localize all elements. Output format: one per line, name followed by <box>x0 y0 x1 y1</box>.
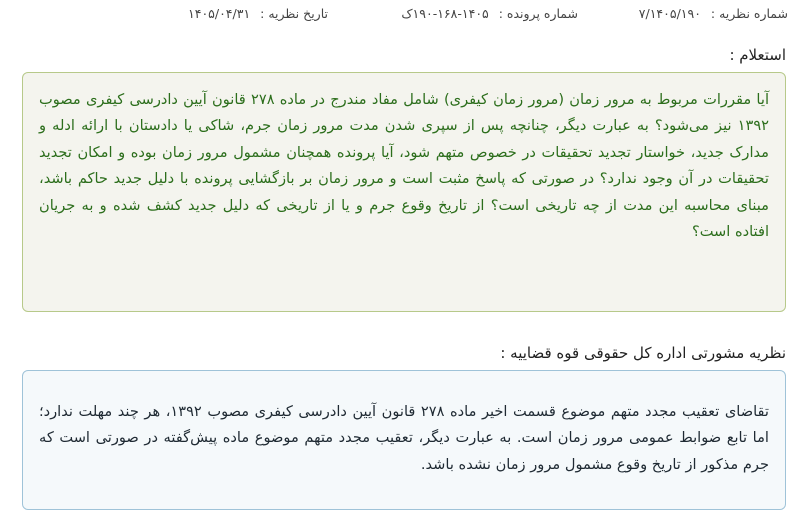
opinion-date-label: تاریخ نظریه : <box>260 6 328 21</box>
document-header <box>0 6 800 26</box>
inquiry-heading: استعلام : <box>729 46 786 64</box>
case-number <box>401 6 578 21</box>
opinion-number-label: شماره نظریه : <box>710 6 788 21</box>
opinion-box <box>22 370 786 510</box>
opinion-heading: نظریه مشورتی اداره کل حقوقی قوه قضاییه : <box>500 344 786 362</box>
inquiry-box <box>22 72 786 312</box>
case-number-label: شماره پرونده : <box>498 6 578 21</box>
opinion-text: تقاضای تعقیب مجدد متهم موضوع قسمت اخیر ماده ۲۷۸ قانون آیین دادرسی کیفری مصوب ۱۳۹۲، هر چند مهلت ندارد؛ اما تابع ضوابط عمومی مرور زمان است. به عبارت دیگر، تعقیب مجدد متهم موضوع ماده پیش‌گفته در صورتی است که جرم مذکور از تاریخ وقوع مشمول مرور زمان نشده باشد. <box>39 403 769 473</box>
opinion-date <box>188 6 328 21</box>
opinion-number <box>639 6 788 21</box>
case-number-value: ۱۴۰۵-۱۶۸-۱۹۰ک <box>401 6 489 21</box>
inquiry-text: آیا مقررات مربوط به مرور زمان (مرور زمان کیفری) شامل مفاد مندرج در ماده ۲۷۸ قانون آیین دادرسی کیفری مصوب ۱۳۹۲ نیز می‌شود؟ به عبارت دیگر، چنانچه پس از سپری شدن مدت مرور زمان جرم، شاکی یا دادستان با ارائه ادله و مدارک جدید، خواستار تجدید تحقیقات در خصوص متهم شود، آیا پرونده همچنان مشمول مرور زمان بوده و امکان تجدید تحقیقات در آن وجود ندارد؟ در صورتی که پاسخ مثبت است و مرور زمان بر بازگشایی پرونده با دلیل جدید حاکم باشد، مبنای محاسبه این مدت از چه تاریخی است؟ از تاریخ وقوع جرم و یا از تاریخی که دلیل جدید کشف شده و به جریان افتاده است؟ <box>39 91 770 241</box>
opinion-number-value: ۷/۱۴۰۵/۱۹۰ <box>638 6 701 21</box>
opinion-date-value: ۱۴۰۵/۰۴/۳۱ <box>188 6 251 21</box>
